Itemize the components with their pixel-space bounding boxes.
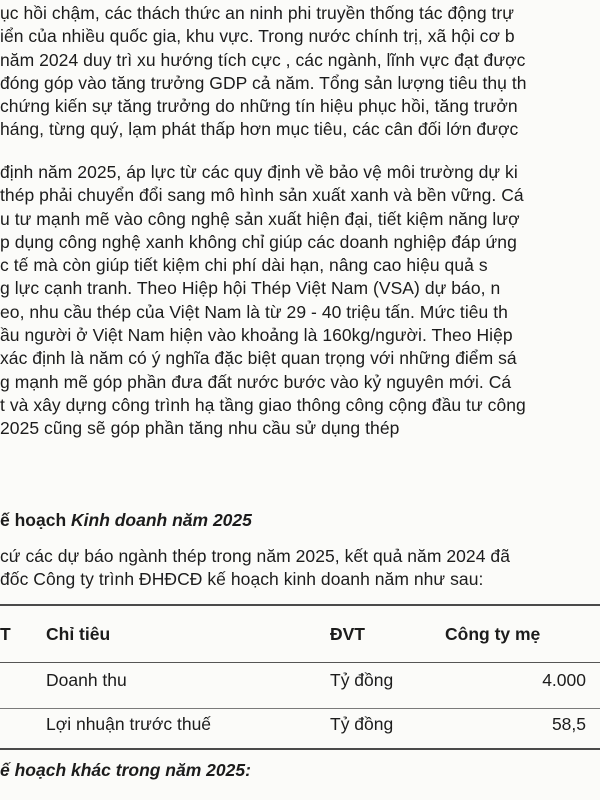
table-header-unit: ĐVT <box>330 624 365 644</box>
text-line: xác định là năm có ý nghĩa đặc biệt quan trọng với những điểm sá <box>0 348 517 369</box>
section-heading-business-plan <box>0 510 252 531</box>
table-cell-value: 4.000 <box>542 670 586 690</box>
text-line: u tư mạnh mẽ vào công nghệ sản xuất hiện đại, tiết kiệm năng lượ <box>0 208 520 229</box>
paragraph-steel-outlook <box>0 161 600 441</box>
table-cell-item: Lợi nhuận trước thuế <box>46 714 212 734</box>
text-line: g lực cạnh tranh. Theo Hiệp hội Thép Việt Nam (VSA) dự báo, n <box>0 278 501 299</box>
table-cell-item: Doanh thu <box>46 670 127 690</box>
text-line: ầu người ở Việt Nam hiện vào khoảng là 160kg/người. Theo Hiệp <box>0 325 513 346</box>
paragraph-economic-context <box>0 2 600 142</box>
text-line: 2025 cũng sẽ góp phần tăng nhu cầu sử dụng thép <box>0 418 400 439</box>
heading-italic: Kinh doanh năm 2025 <box>71 510 252 530</box>
table-cell-value: 58,5 <box>551 714 586 734</box>
heading-prefix: ế hoạch <box>0 510 71 530</box>
text-line: eo, nhu cầu thép của Việt Nam là từ 29 - 40 triệu tấn. Mức tiêu th <box>0 301 508 322</box>
text-line: háng, từng quý, lạm phát thấp hơn mục tiêu, các cân đối lớn được <box>0 119 519 140</box>
text-line: cứ các dự báo ngành thép trong năm 2025, kết quả năm 2024 đã <box>0 546 510 566</box>
text-line: định năm 2025, áp lực từ các quy định về bảo vệ môi trường dự ki <box>0 162 518 182</box>
section-heading-other-plans: ế hoạch khác trong năm 2025: <box>0 760 251 780</box>
table-bottom-rule <box>0 748 600 750</box>
table-top-rule <box>0 604 600 606</box>
business-plan-table <box>0 604 600 750</box>
table-cell-unit: Tỷ đồng <box>330 670 394 690</box>
text-line: p dụng công nghệ xanh không chỉ giúp các doanh nghiệp đáp ứng <box>0 231 517 252</box>
text-line: năm 2024 duy trì xu hướng tích cực , các ngành, lĩnh vực đạt được <box>0 49 526 70</box>
text-line: c tế mà còn giúp tiết kiệm chi phí dài hạn, nâng cao hiệu quả s <box>0 255 488 276</box>
table-cell-unit: Tỷ đồng <box>330 714 394 734</box>
table-header-stt: T <box>0 624 11 644</box>
text-line: g mạnh mẽ góp phần đưa đất nước bước vào kỷ nguyên mới. Cá <box>0 371 512 392</box>
paragraph-plan-intro <box>0 545 600 592</box>
text-line: t và xây dựng công trình hạ tầng giao thông công cộng đầu tư công <box>0 394 526 415</box>
text-line: đốc Công ty trình ĐHĐCĐ kế hoạch kinh doanh năm như sau: <box>0 569 484 590</box>
table-header-item: Chỉ tiêu <box>46 624 111 644</box>
table-header-parent-company: Công ty mẹ <box>445 624 541 644</box>
text-line: iển của nhiều quốc gia, khu vực. Trong nước chính trị, xã hội cơ b <box>0 26 515 47</box>
text-line: thép phải chuyển đổi sang mô hình sản xuất xanh và bền vững. Cá <box>0 185 524 206</box>
text-line: ục hồi chậm, các thách thức an ninh phi truyền thống tác động trự <box>0 3 515 23</box>
table-row-rule <box>0 708 600 709</box>
text-line: đóng góp vào tăng trưởng GDP cả năm. Tổng sản lượng tiêu thụ th <box>0 72 527 93</box>
table-header-rule <box>0 662 600 663</box>
text-line: chứng kiến sự tăng trưởng do những tín hiệu phục hồi, tăng trưởn <box>0 96 518 117</box>
